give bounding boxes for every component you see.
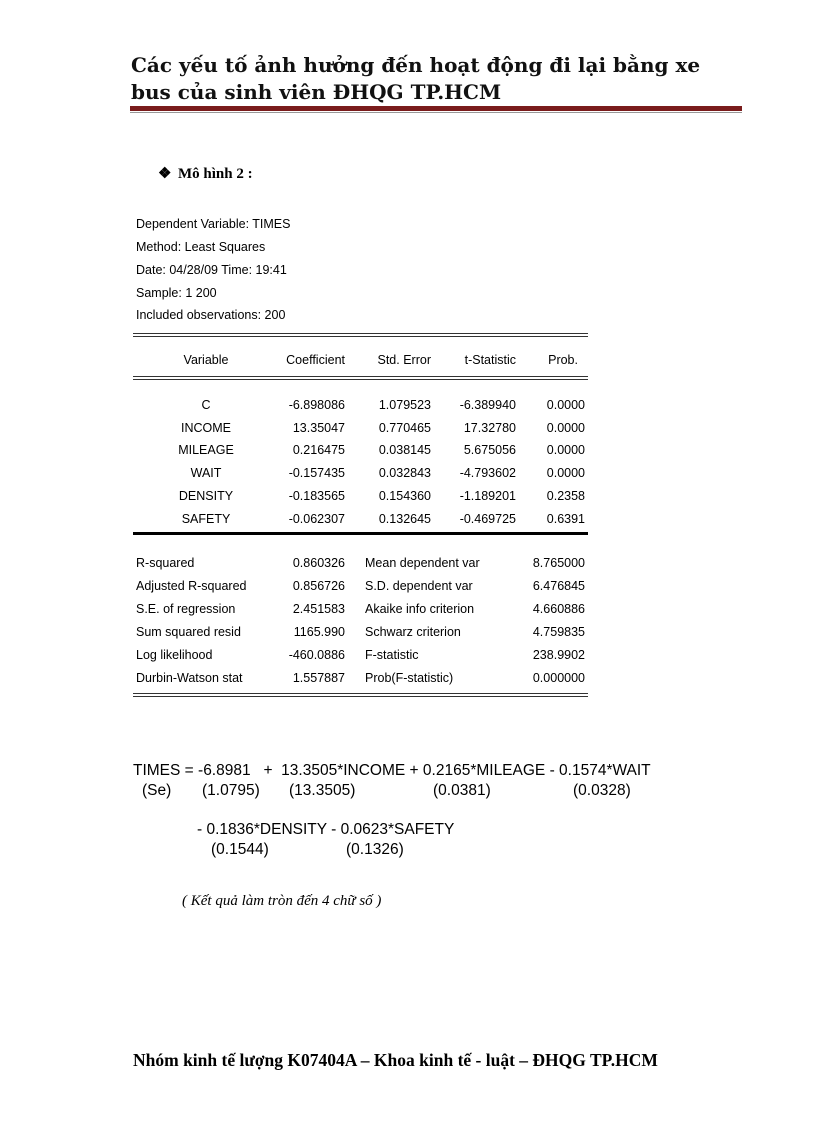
- se-value: (0.0381): [433, 782, 491, 799]
- coefficient-cell: -6.898086: [288, 398, 345, 412]
- coefficient-cell: -6.389940: [459, 398, 516, 412]
- coefficient-cell: -0.157435: [288, 466, 345, 481]
- statistic-value: 0.860326: [292, 556, 345, 570]
- coefficient-cell: -0.062307: [288, 511, 345, 526]
- statistic-value: 1165.990: [293, 625, 345, 639]
- statistic-value: 0.856726: [292, 579, 345, 593]
- statistic-value: 4.660886: [532, 602, 585, 616]
- page-footer: Nhóm kinh tế lượng K07404A – Khoa kinh tế - luật – ĐHQG TP.HCM: [133, 1050, 658, 1070]
- header-divider-thin: [130, 112, 742, 113]
- se-label: (Se): [142, 782, 172, 799]
- column-header: Std. Error: [377, 353, 431, 367]
- statistic-value: 6.476845: [532, 579, 585, 593]
- statistic-label: Log likelihood: [136, 648, 213, 662]
- statistic-label: Durbin-Watson stat: [136, 671, 243, 685]
- coefficient-cell: 0.0000: [546, 466, 585, 481]
- coefficient-cell: 1.079523: [378, 398, 431, 412]
- se-value: (0.1326): [346, 841, 404, 858]
- statistic-label: Akaike info criterion: [365, 602, 475, 616]
- diamond-bullet-icon: ❖: [158, 166, 172, 182]
- meta-line: Method: Least Squares: [136, 240, 266, 254]
- variable-name: DENSITY: [178, 488, 234, 503]
- page-header-title: Các yếu tố ảnh hưởng đến hoạt động đi lại bằng xe bus của sinh viên ĐHQG TP.HCM: [131, 53, 701, 104]
- meta-line: Dependent Variable: TIMES: [136, 217, 291, 231]
- se-value: (1.0795): [202, 782, 260, 799]
- statistic-value: 1.557887: [292, 671, 345, 685]
- coefficient-cell: 0.6391: [546, 511, 585, 526]
- coefficient-cell: 0.0000: [546, 398, 585, 412]
- statistic-label: F-statistic: [365, 648, 419, 662]
- statistic-value: 2.451583: [292, 602, 345, 616]
- coefficient-cell: -0.183565: [288, 488, 345, 503]
- coefficient-cell: 0.0000: [546, 420, 585, 435]
- section-heading: [158, 164, 253, 183]
- variable-name: C: [201, 398, 211, 412]
- statistic-label: Schwarz criterion: [365, 625, 461, 639]
- statistic-label: Adjusted R-squared: [136, 579, 247, 593]
- statistic-value: 8.765000: [532, 556, 585, 570]
- se-value: (0.1544): [211, 841, 269, 858]
- table-top-rule: [133, 333, 588, 337]
- statistic-label: R-squared: [136, 556, 195, 570]
- coefficient-cell: 0.2358: [546, 488, 585, 503]
- header-divider: [130, 106, 742, 111]
- statistic-value: 4.759835: [532, 625, 585, 639]
- meta-line: Sample: 1 200: [136, 286, 217, 300]
- column-header: t-Statistic: [464, 353, 516, 367]
- coefficient-cell: 0.770465: [378, 420, 431, 435]
- rounding-note: ( Kết quả làm tròn đến 4 chữ số ): [182, 893, 382, 909]
- se-value: (0.0328): [573, 782, 631, 799]
- statistic-value: 238.9902: [532, 648, 585, 662]
- statistic-value: 0.000000: [532, 671, 585, 685]
- equation-line-2: - 0.1836*DENSITY - 0.0623*SAFETY: [197, 821, 455, 838]
- coefficient-cell: 0.032843: [378, 466, 431, 481]
- column-header: Variable: [183, 353, 229, 367]
- variable-name: INCOME: [181, 420, 231, 435]
- statistic-label: Prob(F-statistic): [365, 671, 454, 685]
- column-header: Prob.: [548, 353, 578, 367]
- section-heading-text: Mô hình 2 :: [178, 166, 253, 182]
- statistic-label: S.D. dependent var: [365, 579, 473, 593]
- header-rule: [133, 376, 588, 380]
- table-bottom-rule: [133, 693, 588, 697]
- coefficient-cell: 0.132645: [378, 511, 431, 526]
- meta-line: Date: 04/28/09 Time: 19:41: [136, 263, 287, 277]
- coefficient-cell: -4.793602: [459, 466, 516, 481]
- statistic-label: Mean dependent var: [365, 556, 480, 570]
- coefficient-cell: -1.189201: [459, 488, 516, 503]
- meta-line: Included observations: 200: [136, 308, 286, 322]
- coefficient-cell: 0.038145: [378, 443, 431, 458]
- coefficient-cell: 13.35047: [292, 420, 345, 435]
- variable-name: MILEAGE: [178, 443, 234, 458]
- coefficient-cell: 5.675056: [463, 443, 516, 458]
- coefficient-cell: 0.154360: [378, 488, 431, 503]
- variable-name: SAFETY: [181, 511, 231, 526]
- coef-bottom-rule: [133, 532, 588, 535]
- coefficient-cell: 17.32780: [463, 420, 516, 435]
- coefficient-cell: 0.0000: [546, 443, 585, 458]
- statistic-label: Sum squared resid: [136, 625, 241, 639]
- equation-line-1: TIMES = -6.8981 + 13.3505*INCOME + 0.2165*MILEAGE - 0.1574*WAIT: [133, 762, 651, 779]
- statistic-label: S.E. of regression: [136, 602, 236, 616]
- se-value: (13.3505): [289, 782, 356, 799]
- variable-name: WAIT: [190, 466, 222, 481]
- statistic-value: -460.0886: [288, 648, 345, 662]
- coefficient-cell: -0.469725: [459, 511, 516, 526]
- coefficient-cell: 0.216475: [292, 443, 345, 458]
- column-header: Coefficient: [286, 353, 345, 367]
